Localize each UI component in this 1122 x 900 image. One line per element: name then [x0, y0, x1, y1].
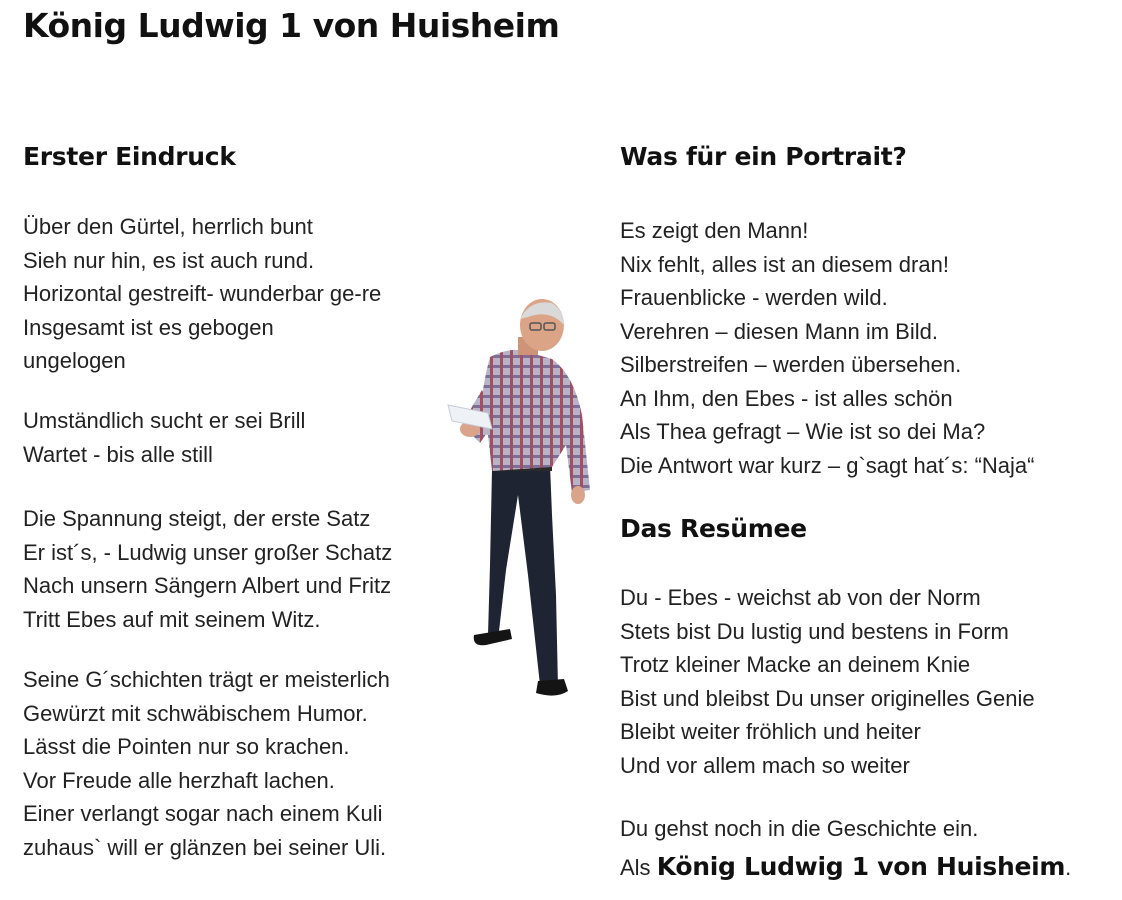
poem-line: Und vor allem mach so weiter — [620, 752, 910, 778]
left-stanza-3 — [23, 502, 392, 636]
poem-line: Als Thea gefragt – Wie ist so dei Ma? — [620, 419, 986, 444]
left-stanza-1 — [23, 210, 447, 378]
poem-line: Stets bist Du lustig und bestens in Form — [620, 618, 1009, 644]
closing-bold-title: König Ludwig 1 von Huisheim — [656, 852, 1066, 881]
poem-line: Die Antwort war kurz – g`sagt hat´s: “Naja“ — [620, 452, 1035, 478]
poem-line: Insgesamt ist es gebogen — [23, 314, 274, 340]
poem-line: Umständlich sucht er sei Brill — [23, 408, 306, 433]
left-stanza-4 — [23, 663, 390, 864]
man-photo — [440, 295, 590, 705]
closing-suffix: . — [1065, 855, 1072, 880]
poem-line: Gewürzt mit schwäbischem Humor. — [23, 700, 368, 726]
poem-line: Du - Ebes - weichst ab von der Norm — [620, 585, 981, 610]
poem-line: Seine G´schichten trägt er meisterlich — [23, 667, 390, 692]
closing-line — [620, 812, 978, 846]
left-stanza-2 — [23, 404, 305, 471]
poem-line: Es zeigt den Mann! — [620, 218, 809, 243]
poem-line: Über den Gürtel, herrlich bunt — [23, 214, 313, 239]
poem-line: Sieh nur hin, es ist auch rund. — [23, 247, 315, 273]
poem-line: Bist und bleibst Du unser originelles Genie — [620, 685, 1035, 711]
poem-line: Bleibt weiter fröhlich und heiter — [620, 719, 921, 744]
poem-line: ungelogen — [23, 348, 126, 373]
poem-line: Vor Freude alle herzhaft lachen. — [23, 767, 335, 793]
poem-line: Nach unsern Sängern Albert und Fritz — [23, 573, 392, 598]
poem-line: Trotz kleiner Macke an deinem Knie — [620, 652, 971, 677]
right-stanza-1 — [620, 214, 1034, 482]
right-stanza-2 — [620, 581, 1035, 782]
page-title: König Ludwig 1 von Huisheim — [23, 6, 560, 45]
left-heading: Erster Eindruck — [23, 142, 236, 171]
poem-line: An Ihm, den Ebes - ist alles schön — [620, 385, 953, 411]
closing-prefix: Als — [620, 855, 651, 880]
closing-signature-line — [620, 852, 1071, 881]
poem-line: Du gehst noch in die Geschichte ein. — [620, 816, 979, 841]
poem-line: Horizontal gestreift- wunderbar ge-re — [23, 281, 382, 306]
poem-line: Einer verlangt sogar nach einem Kuli — [23, 801, 383, 826]
poem-line: Er ist´s, - Ludwig unser großer Schatz — [23, 539, 393, 565]
poem-line: Wartet - bis alle still — [23, 441, 213, 467]
poem-line: Lässt die Pointen nur so krachen. — [23, 734, 350, 759]
poem-line: Frauenblicke - werden wild. — [620, 285, 888, 310]
right-heading-resumee: Das Resümee — [620, 514, 807, 543]
poem-line: Tritt Ebes auf mit seinem Witz. — [23, 606, 321, 632]
right-heading-portrait: Was für ein Portrait? — [620, 142, 907, 171]
poem-line: Die Spannung steigt, der erste Satz — [23, 506, 371, 531]
poem-line: Nix fehlt, alles ist an diesem dran! — [620, 251, 949, 277]
poem-line: Verehren – diesen Mann im Bild. — [620, 318, 938, 344]
poem-line: Silberstreifen – werden übersehen. — [620, 352, 962, 377]
poem-line: zuhaus` will er glänzen bei seiner Uli. — [23, 834, 387, 860]
